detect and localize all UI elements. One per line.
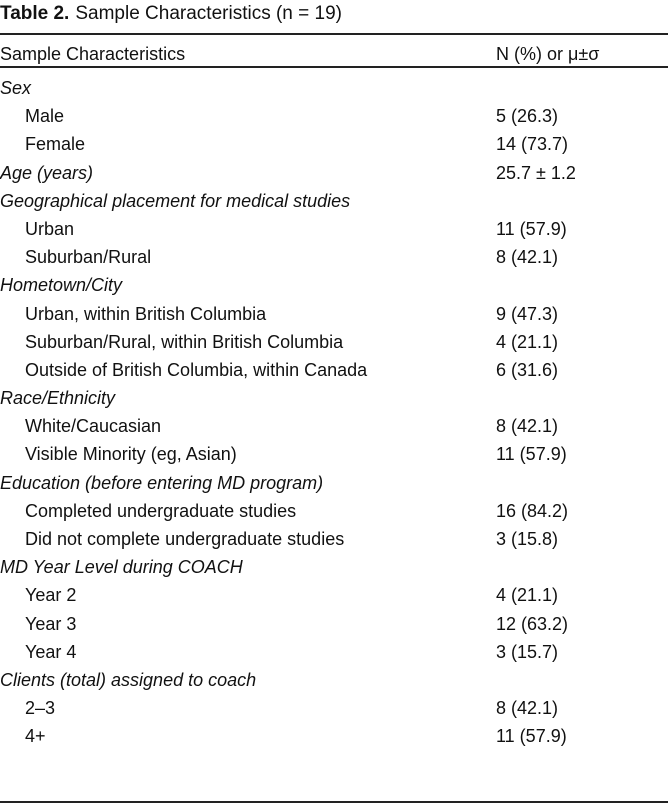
row-value: 9 (47.3) <box>496 303 559 324</box>
table-row <box>0 694 668 722</box>
row-value: 11 (57.9) <box>496 444 567 465</box>
row-label: Suburban/Rural <box>25 247 152 268</box>
table-row <box>0 356 668 384</box>
row-label: Female <box>25 134 86 155</box>
bottom-rule <box>0 801 668 803</box>
row-label: MD Year Level during COACH <box>0 557 243 578</box>
row-value: 8 (42.1) <box>496 247 559 268</box>
table-row <box>0 610 668 638</box>
header-rule <box>0 66 668 68</box>
table-category-row <box>0 159 668 187</box>
table-row <box>0 130 668 158</box>
table-row <box>0 215 668 243</box>
row-label: Education (before entering MD program) <box>0 472 324 493</box>
row-value: 8 (42.1) <box>496 416 559 437</box>
row-value: 11 (57.9) <box>496 726 567 747</box>
table-row <box>0 328 668 356</box>
row-value: 4 (21.1) <box>496 331 559 352</box>
table-row <box>0 525 668 553</box>
row-value: 8 (42.1) <box>496 698 559 719</box>
table-category-row <box>0 553 668 581</box>
row-label: Outside of British Columbia, within Canada <box>25 359 368 380</box>
row-value: 3 (15.7) <box>496 641 559 662</box>
table-category-row <box>0 271 668 299</box>
table-category-row <box>0 666 668 694</box>
row-label: Suburban/Rural, within British Columbia <box>25 331 344 352</box>
row-value: 16 (84.2) <box>496 500 569 521</box>
row-label: Male <box>25 106 65 127</box>
row-label: Year 4 <box>25 641 77 662</box>
table-title: Sample Characteristics (n = 19) <box>75 3 342 24</box>
row-value: 5 (26.3) <box>496 106 559 127</box>
row-label: Year 3 <box>25 613 77 634</box>
table-row <box>0 440 668 468</box>
header-value: N (%) or μ±σ <box>496 44 600 64</box>
top-rule <box>0 33 668 35</box>
table-row <box>0 412 668 440</box>
table-row <box>0 102 668 130</box>
row-label: Did not complete undergraduate studies <box>25 529 345 549</box>
table-number: Table 2. <box>0 3 70 24</box>
row-label: Race/Ethnicity <box>0 388 116 409</box>
table-category-row <box>0 74 668 102</box>
row-label: Clients (total) assigned to coach <box>0 669 257 690</box>
row-label: Urban <box>25 218 75 239</box>
table-category-row <box>0 469 668 497</box>
row-label: Completed undergraduate studies <box>25 500 297 521</box>
header-characteristics: Sample Characteristics <box>0 44 186 64</box>
table-row <box>0 300 668 328</box>
table-category-row <box>0 187 668 215</box>
row-value: 3 (15.8) <box>496 529 559 549</box>
table-caption <box>0 3 342 25</box>
row-value: 14 (73.7) <box>496 134 569 155</box>
table-row <box>0 497 668 525</box>
row-value: 25.7 ± 1.2 <box>496 162 576 183</box>
table-row <box>0 722 668 750</box>
row-value: 11 (57.9) <box>496 218 567 239</box>
table-row <box>0 243 668 271</box>
row-label: Urban, within British Columbia <box>25 303 267 324</box>
row-label: 4+ <box>25 726 46 747</box>
table-category-row <box>0 384 668 412</box>
table-row <box>0 638 668 666</box>
row-value: 12 (63.2) <box>496 613 569 634</box>
row-value: 4 (21.1) <box>496 585 559 606</box>
row-value: 6 (31.6) <box>496 359 559 380</box>
table-body <box>0 74 668 751</box>
row-label: White/Caucasian <box>25 416 162 437</box>
row-label: Sex <box>0 78 32 98</box>
row-label: Visible Minority (eg, Asian) <box>25 444 237 465</box>
row-label: Age (years) <box>0 162 94 183</box>
row-label: Geographical placement for medical studies <box>0 190 351 211</box>
row-label: Hometown/City <box>0 275 123 296</box>
row-label: 2–3 <box>25 698 56 719</box>
row-label: Year 2 <box>25 585 77 606</box>
table-row <box>0 581 668 609</box>
